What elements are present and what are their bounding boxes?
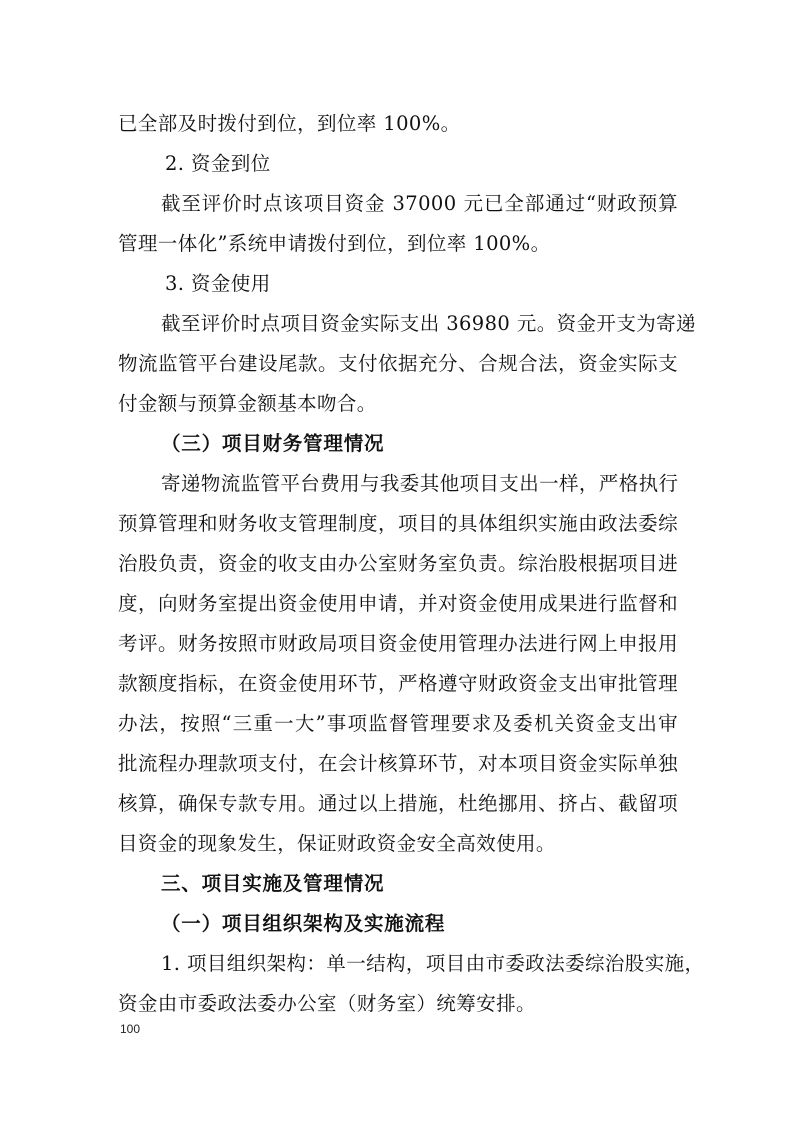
body-text-line: 寄递物流监管平台费用与我委其他项目支出一样，严格执行 bbox=[161, 472, 679, 495]
body-text-line: 截至评价时点该项目资金 37000 元已全部通过“财政预算 bbox=[161, 192, 678, 215]
body-text-line: 已全部及时拨付到位，到位率 100%。 bbox=[118, 112, 461, 135]
body-text-line: 付金额与预算金额基本吻合。 bbox=[118, 392, 377, 415]
body-text-line: 考评。财务按照市财政局项目资金使用管理办法进行网上申报用 bbox=[118, 632, 678, 655]
body-text-line: 度，向财务室提出资金使用申请，并对资金使用成果进行监督和 bbox=[118, 592, 678, 615]
body-text-line: 治股负责，资金的收支由办公室财务室负责。综治股根据项目进 bbox=[118, 552, 678, 575]
body-text-line: 核算，确保专款专用。通过以上措施，杜绝挪用、挤占、截留项 bbox=[118, 792, 678, 815]
body-text-line: 办法，按照“三重一大”事项监督管理要求及委机关资金支出审 bbox=[118, 712, 678, 735]
body-text-line: 目资金的现象发生，保证财政资金安全高效使用。 bbox=[118, 832, 556, 855]
body-text-line: 截至评价时点项目资金实际支出 36980 元。资金开支为寄递 bbox=[161, 312, 696, 335]
body-text-line: 物流监管平台建设尾款。支付依据充分、合规合法，资金实际支 bbox=[118, 352, 678, 375]
body-text-line: 款额度指标，在资金使用环节，严格遵守财政资金支出审批管理 bbox=[118, 672, 678, 695]
page-number: 100 bbox=[120, 1022, 141, 1036]
subsection-title: 3. 资金使用 bbox=[165, 272, 271, 295]
body-text-line: 预算管理和财务收支管理制度，项目的具体组织实施由政法委综 bbox=[118, 512, 678, 535]
body-text-line: 资金由市委政法委办公室（财务室）统筹安排。 bbox=[118, 992, 536, 1015]
body-text-line: 管理一体化”系统申请拨付到位，到位率 100%。 bbox=[118, 232, 551, 255]
section-heading: （三）项目财务管理情况 bbox=[161, 432, 385, 455]
body-text-line: 1. 项目组织架构：单一结构，项目由市委政法委综治股实施， bbox=[161, 952, 705, 975]
body-text-line: 批流程办理款项支付，在会计核算环节，对本项目资金实际单独 bbox=[118, 752, 678, 775]
chapter-heading: 三、项目实施及管理情况 bbox=[161, 872, 385, 895]
section-heading: （一）项目组织架构及实施流程 bbox=[161, 912, 446, 935]
subsection-title: 2. 资金到位 bbox=[165, 152, 271, 175]
